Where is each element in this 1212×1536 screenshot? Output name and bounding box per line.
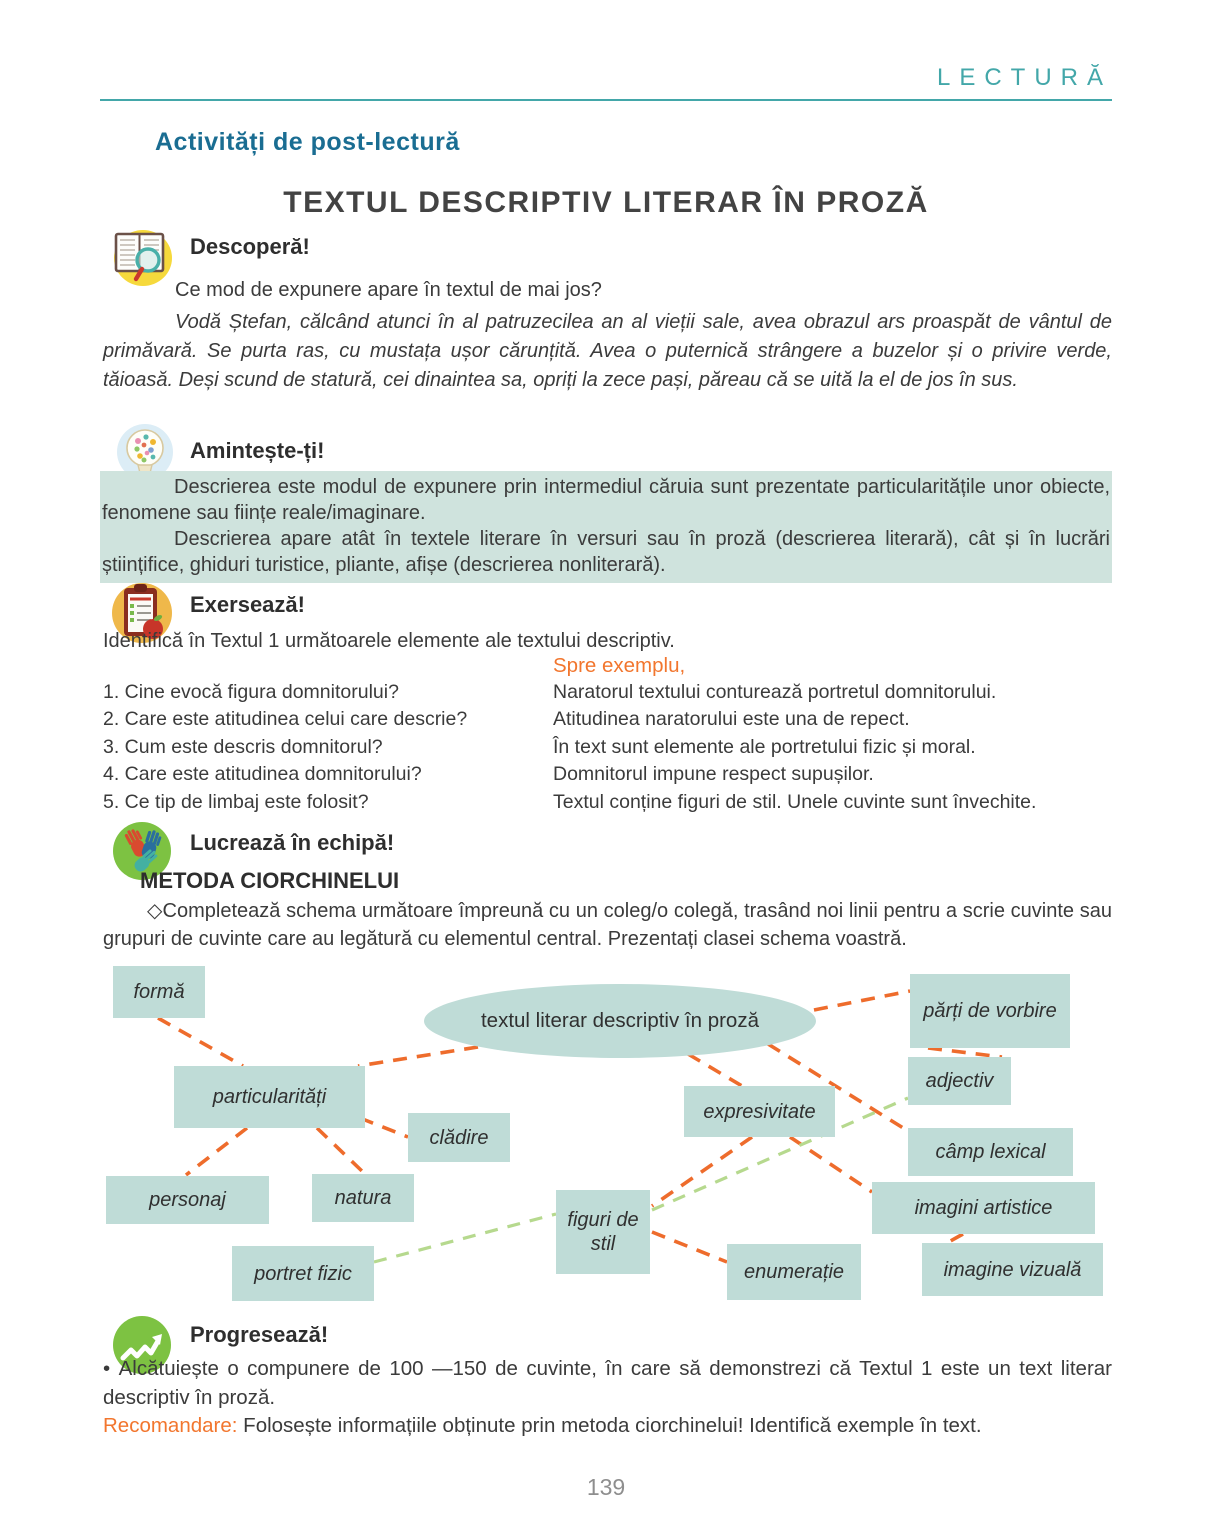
- node-forma: formă: [113, 966, 205, 1018]
- header-rule: [100, 99, 1112, 101]
- answer-1: Naratorul textului conturează portretul domnitorului.: [553, 681, 997, 703]
- progress-task: [103, 1354, 1112, 1412]
- node-central: textul literar descriptiv în proză: [424, 984, 816, 1058]
- practice-heading: Exersează!: [190, 592, 305, 617]
- question-3: 3. Cum este descris domnitorul?: [103, 735, 383, 758]
- node-natura: natura: [312, 1174, 414, 1222]
- node-imagini-artistice: imagini artistice: [872, 1182, 1095, 1234]
- cluster-instructions: [103, 897, 1112, 953]
- progress-heading: Progresează!: [190, 1322, 329, 1347]
- recommendation-text: Folosește informațiile obținute prin metoda ciorchinelui! Identifică exemple în text.: [243, 1414, 982, 1437]
- teamwork-heading: Lucrează în echipă!: [190, 830, 395, 855]
- node-cladire: clădire: [408, 1113, 510, 1162]
- questions-list: [103, 679, 467, 816]
- node-particularitati: particularități: [174, 1066, 365, 1128]
- task-bullet: •: [103, 1357, 111, 1380]
- method-title: METODA CIORCHINELUI: [140, 868, 400, 893]
- question-2: 2. Care este atitudinea celui care descrie?: [103, 708, 468, 731]
- recommendation-label: Recomandare:: [103, 1414, 238, 1437]
- book-magnifier-icon: [106, 220, 176, 290]
- diamond-bullet: ◇: [147, 900, 163, 922]
- answers-list: [553, 679, 1036, 816]
- practice-intro: Identifică în Textul 1 următoarele elemente ale textului descriptiv.: [103, 630, 675, 652]
- node-imagine-vizuala: imagine vizuală: [922, 1243, 1103, 1296]
- node-portret-fizic: portret fizic: [232, 1246, 374, 1301]
- section-kicker: Activități de post-lectură: [155, 128, 460, 156]
- remember-heading: Amintește-ți!: [190, 438, 325, 463]
- answer-2: Atitudinea naratorului este una de repect.: [553, 708, 910, 731]
- question-5: 5. Ce tip de limbaj este folosit?: [103, 790, 369, 813]
- recommendation-line: [103, 1412, 1112, 1439]
- definition-paragraph-2: Descrierea apare atât în textele literare în versuri sau în proză (descrierea literară), cât și în lucrări științifice, ghiduri turistice, pliante, afișe (descrierea nonliterară).: [102, 528, 1110, 576]
- progress-task-text: Alcătuiește o compunere de 100 —150 de cuvinte, în care să demonstrezi că Textul 1 este un text literar descriptiv în proză.: [103, 1357, 1113, 1409]
- answer-3: În text sunt elemente ale portretului fizic și moral.: [553, 735, 976, 758]
- definition-highlight: [100, 471, 1112, 583]
- answer-5: Textul conține figuri de stil. Unele cuvinte sunt învechite.: [553, 790, 1037, 813]
- definition-paragraph-1: Descrierea este modul de expunere prin intermediul căruia sunt prezentate particularitățile unor obiecte, fenomene sau ființe reale/imaginare.: [102, 476, 1110, 524]
- node-parti-de-vorbire: părți de vorbire: [910, 974, 1070, 1048]
- page-number: 139: [586, 1474, 626, 1500]
- question-4: 4. Care este atitudinea domnitorului?: [103, 763, 422, 786]
- node-personaj: personaj: [106, 1176, 269, 1224]
- node-adjectiv: adjectiv: [908, 1057, 1011, 1105]
- discover-heading: Descoperă!: [190, 234, 310, 259]
- cluster-instructions-text: Completează schema următoare împreună cu un coleg/o colegă, trasând noi linii pentru a scrie cuvinte sau grupuri de cuvinte care au legătură cu elementul central. Prezentați clasei schema voastră.: [103, 900, 1113, 950]
- chapter-label: LECTURĂ: [936, 64, 1112, 91]
- node-expresivitate: expresivitate: [684, 1086, 835, 1137]
- discover-question: Ce mod de expunere apare în textul de mai jos?: [175, 279, 602, 301]
- literary-quote: Vodă Ștefan, călcând atunci în al patruzecilea an al vieții sale, avea obrazul ars proaspăt de vântul de primăvară. Se purta ras, cu mustața ușor cărunțită. Avea o puternică strângere a buzelor și o privire verde, tăioasă. Deși scund de statură, cei dinaintea sa, opriți la zece pași, păreau că se uită la el de jos în sus.: [103, 311, 1112, 391]
- answer-4: Domnitorul impune respect supușilor.: [553, 763, 874, 786]
- example-label: Spre exemplu,: [553, 654, 686, 677]
- node-enumeratie: enumerație: [727, 1244, 861, 1300]
- page-title: TEXTUL DESCRIPTIV LITERAR ÎN PROZĂ: [283, 186, 929, 219]
- question-1: 1. Cine evocă figura domnitorului?: [103, 681, 399, 703]
- node-figuri-de-stil: figuri de stil: [556, 1190, 650, 1274]
- node-camp-lexical: câmp lexical: [908, 1128, 1073, 1176]
